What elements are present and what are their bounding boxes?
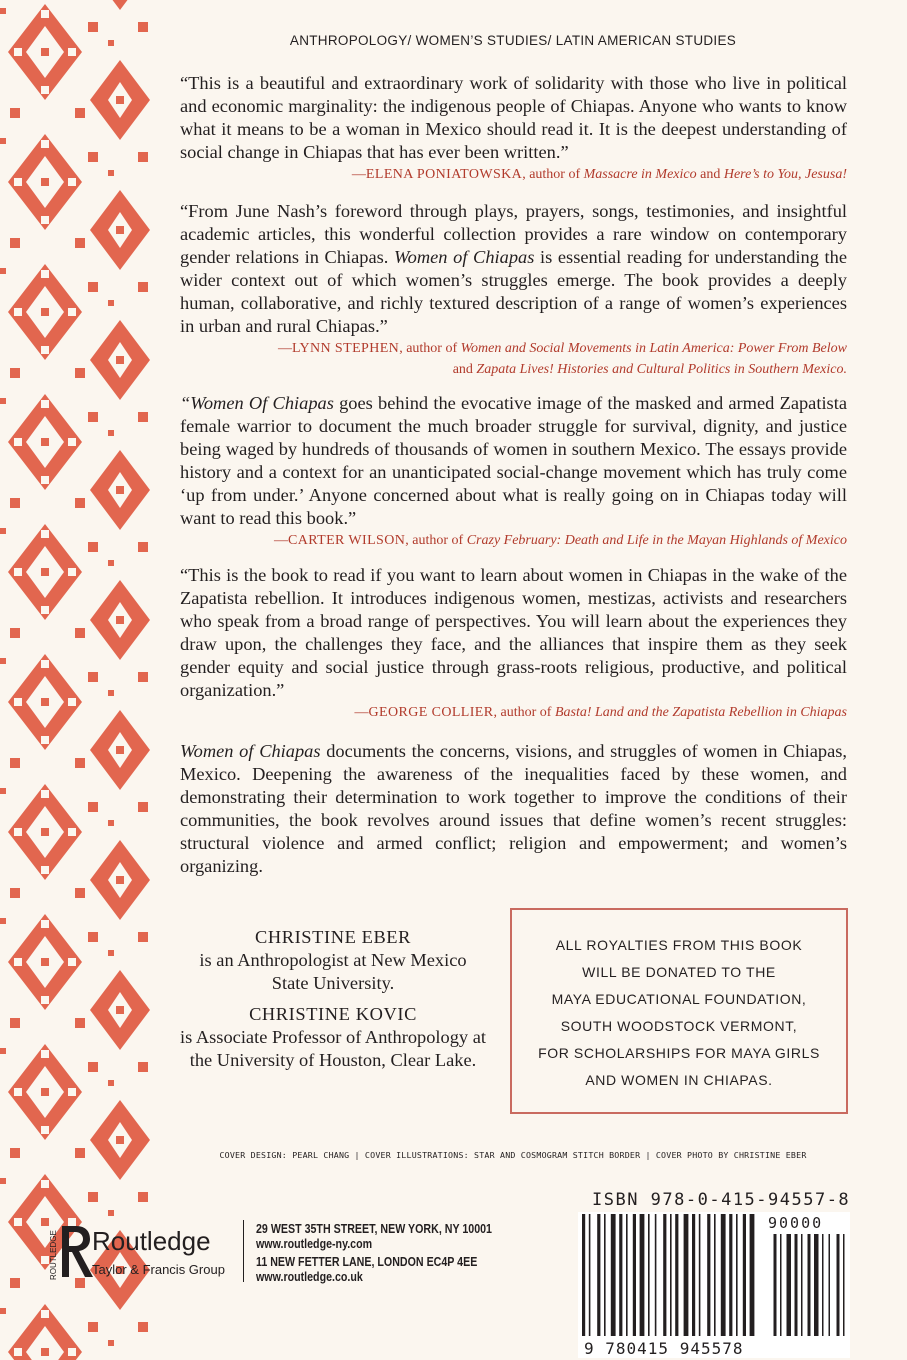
work-title: Women and Social Movements in Latin America: Power From Below bbox=[460, 341, 847, 356]
stitch-border-pattern bbox=[0, 0, 150, 1360]
book-title: Women of Chiapas bbox=[180, 741, 321, 761]
barcode-bar bbox=[843, 1234, 845, 1336]
barcode-bar bbox=[626, 1214, 628, 1336]
author-name: CHRISTINE EBER bbox=[254, 927, 412, 947]
barcode-bar bbox=[675, 1214, 678, 1336]
divider bbox=[243, 1220, 244, 1282]
barcode-bar bbox=[655, 1214, 657, 1336]
work-title: Here’s to You, Jesusa! bbox=[723, 167, 847, 182]
royalty-line: FOR SCHOLARSHIPS FOR MAYA GIRLS bbox=[538, 1045, 820, 1061]
author-bio: CHRISTINE KOVIC is Associate Professor of Anthropology at the University of Houston, Clear Lake. bbox=[180, 1004, 486, 1070]
barcode-bar bbox=[619, 1214, 622, 1336]
cover-credits: COVER DESIGN: PEARL CHANG | COVER ILLUSTRATIONS: STAR AND COSMOGRAM STITCH BORDER | COVER PHOTO BY CHRISTINE EBER bbox=[219, 1150, 807, 1160]
barcode-bar bbox=[750, 1214, 755, 1336]
royalty-line: WILL BE DONATED TO THE bbox=[582, 964, 776, 980]
logo-vertical-text: ROUTLEDGE bbox=[49, 1230, 58, 1280]
barcode-bar bbox=[648, 1214, 650, 1336]
book-title: “Women Of Chiapas bbox=[180, 393, 334, 413]
barcode-bar bbox=[640, 1214, 645, 1336]
barcode-bar bbox=[774, 1234, 777, 1336]
book-description: Women of Chiapas documents the concerns, visions, and struggles of women in Chiapas, Mexico. Deepening the awareness of the inequalities faced by these women, and demonstrating their determination to work together to improve the conditions of their communities, the book revolves around issues that define women’s recent struggles: structural violence and armed conflict; religion and empowerment; and women’s organizing. bbox=[180, 741, 847, 876]
barcode-bar bbox=[743, 1214, 746, 1336]
blurb-poniatowska bbox=[180, 72, 847, 185]
author-bios bbox=[180, 926, 486, 1080]
blurb-attribution: —CARTER WILSON, author of Crazy February: Death and Life in the Mayan Highlands of Mexico bbox=[274, 533, 847, 548]
barcode-bar bbox=[611, 1214, 616, 1336]
blurb-attribution: —LYNN STEPHEN, author of Women and Social Movements in Latin America: Power From Below and Zapata Lives! Histories and Cultural Politics in Southern Mexico. bbox=[277, 341, 847, 377]
barcode-bar bbox=[808, 1234, 811, 1336]
work-title: Massacre in Mexico bbox=[583, 167, 697, 182]
barcode-bar bbox=[736, 1214, 738, 1336]
publisher-addresses: 29 WEST 35TH STREET, NEW YORK, NY 10001 www.routledge-ny.com 11 NEW FETTER LANE, LONDON EC4P 4EE www.routledge.co.uk bbox=[256, 1221, 492, 1284]
subject-header: ANTHROPOLOGY/ WOMEN’S STUDIES/ LATIN AMERICAN STUDIES bbox=[289, 33, 737, 48]
barcode-bar bbox=[814, 1234, 819, 1336]
barcode-bar bbox=[633, 1214, 636, 1336]
attribution-name: CARTER WILSON bbox=[288, 533, 406, 548]
isbn-label: ISBN 978-0-415-94557-8 bbox=[592, 1190, 851, 1210]
attribution-name: ELENA PONIATOWSKA bbox=[365, 167, 523, 182]
author-name: CHRISTINE KOVIC bbox=[249, 1004, 417, 1024]
book-title: Women of Chiapas bbox=[394, 247, 535, 267]
blurb-wilson bbox=[180, 392, 847, 551]
barcode-bar bbox=[670, 1214, 672, 1336]
barcode-bar bbox=[663, 1214, 666, 1336]
barcode-bar bbox=[801, 1234, 803, 1336]
barcode-bar bbox=[729, 1214, 732, 1336]
royalty-line: MAYA EDUCATIONAL FOUNDATION, bbox=[551, 991, 807, 1007]
royalties-box bbox=[510, 908, 848, 1114]
barcode-bar bbox=[684, 1214, 689, 1336]
barcode-bar bbox=[714, 1214, 716, 1336]
barcode-bar bbox=[837, 1234, 840, 1336]
blurb-stephen bbox=[180, 200, 847, 380]
work-title: Basta! Land and the Zapatista Rebellion in Chiapas bbox=[554, 705, 847, 720]
barcode-bar bbox=[582, 1214, 585, 1336]
barcode-bar bbox=[721, 1214, 726, 1336]
blurb-attribution: —ELENA PONIATOWSKA, author of Massacre in Mexico and Here’s to You, Jesusa! bbox=[351, 167, 847, 182]
barcode-bar bbox=[604, 1214, 606, 1336]
blurb-collier bbox=[180, 564, 847, 723]
blurb-attribution: —GEORGE COLLIER, author of Basta! Land and the Zapatista Rebellion in Chiapas bbox=[354, 705, 847, 720]
barcode-bar bbox=[597, 1214, 600, 1336]
price-code: 90000 bbox=[768, 1214, 824, 1232]
barcode-number: 9 780415 945578 bbox=[584, 1339, 744, 1358]
royalty-line: AND WOMEN IN CHIAPAS. bbox=[585, 1072, 773, 1088]
publisher-name: Routledge bbox=[92, 1226, 211, 1256]
blurb-text: “This is the book to read if you want to learn about women in Chiapas in the wake of the Zapatista rebellion. It introduces indigenous women, mestizas, activists and researchers who speak from a broad range of perspectives. You will learn about the experiences they draw upon, the challenges they face, and the alliances that inspire them as they seek gender equity and social justice through grass-roots religious, productive, and political organization.” bbox=[180, 565, 847, 700]
blurb-text: “This is a beautiful and extraordinary work of solidarity with those who live in political and economic marginality: the indigenous people of Chiapas. Anyone who wants to know what it means to be a woman in Mexico should read it. It is the deepest understanding of social change in Chiapas that has ever been written.” bbox=[180, 73, 847, 162]
barcode-bar bbox=[707, 1214, 710, 1336]
barcode bbox=[578, 1212, 850, 1358]
royalty-line: ALL ROYALTIES FROM THIS BOOK bbox=[555, 937, 803, 953]
author-bio: CHRISTINE EBER is an Anthropologist at New Mexico State University. bbox=[199, 927, 467, 993]
barcode-bar bbox=[699, 1214, 701, 1336]
barcode-bar bbox=[795, 1234, 798, 1336]
royalty-line: SOUTH WOODSTOCK VERMONT, bbox=[560, 1018, 798, 1034]
barcode-bar bbox=[780, 1234, 782, 1336]
blurb-text: “From June Nash’s foreword through plays, prayers, songs, testimonies, and insightful academic articles, this wonderful collection provides a rare window on contemporary gender relations in Chiapas. Women of Chiapas is essential reading for understanding the wider context out of which women’s struggles emerge. The book provides a deeply human, collaborative, and richly textured description of a range of women’s experiences in urban and rural Chiapas.” bbox=[180, 201, 847, 336]
attribution-name: GEORGE COLLIER bbox=[368, 705, 494, 720]
attribution-name: LYNN STEPHEN bbox=[291, 341, 400, 356]
publisher-sub: Taylor & Francis Group bbox=[92, 1262, 225, 1277]
barcode-bar bbox=[787, 1234, 792, 1336]
work-title: Crazy February: Death and Life in the Mayan Highlands of Mexico bbox=[466, 533, 847, 548]
barcode-bar bbox=[829, 1234, 831, 1336]
blurb-text: “Women Of Chiapas goes behind the evocative image of the masked and armed Zapatista female warrior to document the much broader struggle for survival, dignity, and justice being waged by hundreds of thousands of women in southern Mexico. The essays provide history and a context for an unanticipated social-change movement which has truly come ‘up from under.’ Anyone concerned about what is really going on in Chiapas today will want to read this book.” bbox=[180, 393, 847, 528]
barcode-bar bbox=[589, 1214, 591, 1336]
barcode-bar bbox=[692, 1214, 695, 1336]
work-title: Zapata Lives! Histories and Cultural Politics in Southern Mexico. bbox=[476, 362, 847, 377]
barcode-bar bbox=[822, 1234, 824, 1336]
